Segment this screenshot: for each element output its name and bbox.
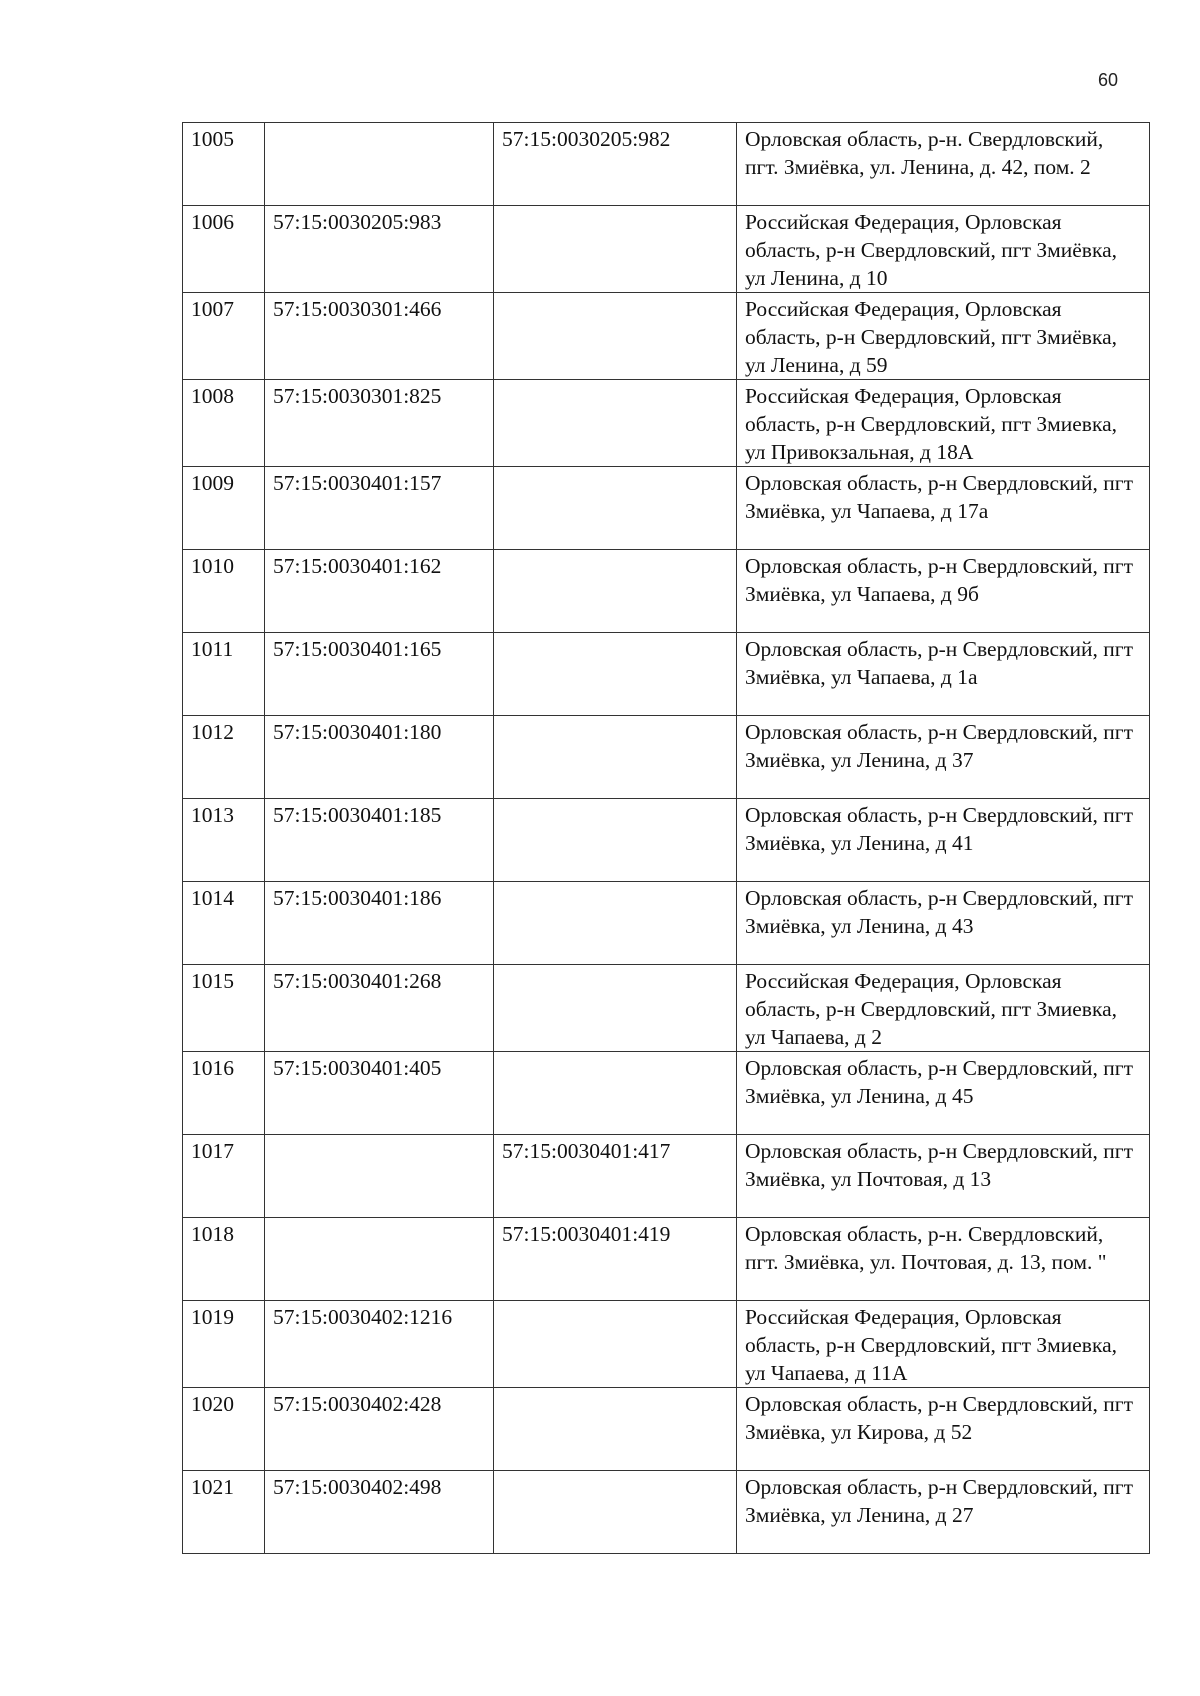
cadastral-number-cell: 57:15:0030205:983 [265, 206, 494, 293]
table-row [183, 293, 1150, 380]
table-row [183, 1135, 1150, 1218]
related-cadastral-number-cell [494, 799, 737, 882]
related-cadastral-number-cell [494, 633, 737, 716]
cadastral-number-cell: 57:15:0030401:405 [265, 1052, 494, 1135]
related-cadastral-number-cell [494, 965, 737, 1052]
table-row [183, 633, 1150, 716]
table-row [183, 965, 1150, 1052]
table-row [183, 380, 1150, 467]
cadastral-number-cell: 57:15:0030402:498 [265, 1471, 494, 1554]
table-row [183, 123, 1150, 206]
cadastral-number-cell: 57:15:0030401:186 [265, 882, 494, 965]
table-row [183, 1052, 1150, 1135]
address-cell: Российская Федерация, Орловская область, р-н Свердловский, пгт Змиёвка, ул Ленина, д 59 [737, 293, 1150, 380]
row-number-cell: 1012 [183, 716, 265, 799]
table-row [183, 882, 1150, 965]
row-number-cell: 1009 [183, 467, 265, 550]
table-row [183, 716, 1150, 799]
address-cell: Орловская область, р-н Свердловский, пгт Змиёвка, ул Почтовая, д 13 [737, 1135, 1150, 1218]
address-cell: Орловская область, р-н Свердловский, пгт Змиёвка, ул Ленина, д 27 [737, 1471, 1150, 1554]
row-number-cell: 1018 [183, 1218, 265, 1301]
cadastral-number-cell: 57:15:0030401:162 [265, 550, 494, 633]
cadastral-number-cell: 57:15:0030401:185 [265, 799, 494, 882]
table-row [183, 799, 1150, 882]
table-row [183, 1388, 1150, 1471]
address-cell: Орловская область, р-н Свердловский, пгт Змиёвка, ул Чапаева, д 9б [737, 550, 1150, 633]
cadastral-number-cell: 57:15:0030401:157 [265, 467, 494, 550]
related-cadastral-number-cell: 57:15:0030401:419 [494, 1218, 737, 1301]
cadastral-number-cell: 57:15:0030301:466 [265, 293, 494, 380]
related-cadastral-number-cell [494, 467, 737, 550]
cadastral-number-cell: 57:15:0030401:180 [265, 716, 494, 799]
address-cell: Российская Федерация, Орловская область, р-н Свердловский, пгт Змиевка, ул Чапаева, д 2 [737, 965, 1150, 1052]
related-cadastral-number-cell [494, 293, 737, 380]
row-number-cell: 1021 [183, 1471, 265, 1554]
row-number-cell: 1020 [183, 1388, 265, 1471]
row-number-cell: 1016 [183, 1052, 265, 1135]
table-row [183, 1301, 1150, 1388]
related-cadastral-number-cell [494, 716, 737, 799]
row-number-cell: 1015 [183, 965, 265, 1052]
registry-table [182, 122, 1150, 1554]
address-cell: Российская Федерация, Орловская область, р-н Свердловский, пгт Змиевка, ул Привокзальная, д 18А [737, 380, 1150, 467]
related-cadastral-number-cell [494, 1388, 737, 1471]
row-number-cell: 1010 [183, 550, 265, 633]
address-cell: Орловская область, р-н. Свердловский, пгт. Змиёвка, ул. Почтовая, д. 13, пом. " [737, 1218, 1150, 1301]
related-cadastral-number-cell: 57:15:0030401:417 [494, 1135, 737, 1218]
related-cadastral-number-cell [494, 1471, 737, 1554]
cadastral-number-cell: 57:15:0030402:428 [265, 1388, 494, 1471]
row-number-cell: 1005 [183, 123, 265, 206]
row-number-cell: 1019 [183, 1301, 265, 1388]
address-cell: Российская Федерация, Орловская область, р-н Свердловский, пгт Змиёвка, ул Ленина, д 10 [737, 206, 1150, 293]
related-cadastral-number-cell [494, 1301, 737, 1388]
table-row [183, 1471, 1150, 1554]
table-row [183, 206, 1150, 293]
address-cell: Орловская область, р-н Свердловский, пгт Змиёвка, ул Ленина, д 37 [737, 716, 1150, 799]
table-row [183, 550, 1150, 633]
related-cadastral-number-cell [494, 550, 737, 633]
address-cell: Орловская область, р-н Свердловский, пгт Змиёвка, ул Ленина, д 45 [737, 1052, 1150, 1135]
cadastral-number-cell: 57:15:0030301:825 [265, 380, 494, 467]
cadastral-number-cell: 57:15:0030401:268 [265, 965, 494, 1052]
page-number: 60 [1098, 70, 1119, 90]
related-cadastral-number-cell: 57:15:0030205:982 [494, 123, 737, 206]
cadastral-number-cell: 57:15:0030401:165 [265, 633, 494, 716]
related-cadastral-number-cell [494, 206, 737, 293]
address-cell: Орловская область, р-н Свердловский, пгт Змиёвка, ул Ленина, д 43 [737, 882, 1150, 965]
cadastral-number-cell [265, 1218, 494, 1301]
row-number-cell: 1008 [183, 380, 265, 467]
address-cell: Орловская область, р-н Свердловский, пгт Змиёвка, ул Чапаева, д 1а [737, 633, 1150, 716]
table-row [183, 467, 1150, 550]
table-body [183, 123, 1150, 1554]
address-cell: Орловская область, р-н Свердловский, пгт Змиёвка, ул Кирова, д 52 [737, 1388, 1150, 1471]
row-number-cell: 1014 [183, 882, 265, 965]
cadastral-number-cell [265, 123, 494, 206]
cadastral-number-cell: 57:15:0030402:1216 [265, 1301, 494, 1388]
address-cell: Орловская область, р-н. Свердловский, пгт. Змиёвка, ул. Ленина, д. 42, пом. 2 [737, 123, 1150, 206]
row-number-cell: 1007 [183, 293, 265, 380]
related-cadastral-number-cell [494, 1052, 737, 1135]
row-number-cell: 1006 [183, 206, 265, 293]
related-cadastral-number-cell [494, 882, 737, 965]
row-number-cell: 1013 [183, 799, 265, 882]
row-number-cell: 1011 [183, 633, 265, 716]
row-number-cell: 1017 [183, 1135, 265, 1218]
related-cadastral-number-cell [494, 380, 737, 467]
table-row [183, 1218, 1150, 1301]
address-cell: Орловская область, р-н Свердловский, пгт Змиёвка, ул Чапаева, д 17а [737, 467, 1150, 550]
address-cell: Российская Федерация, Орловская область, р-н Свердловский, пгт Змиевка, ул Чапаева, д 11А [737, 1301, 1150, 1388]
cadastral-number-cell [265, 1135, 494, 1218]
address-cell: Орловская область, р-н Свердловский, пгт Змиёвка, ул Ленина, д 41 [737, 799, 1150, 882]
